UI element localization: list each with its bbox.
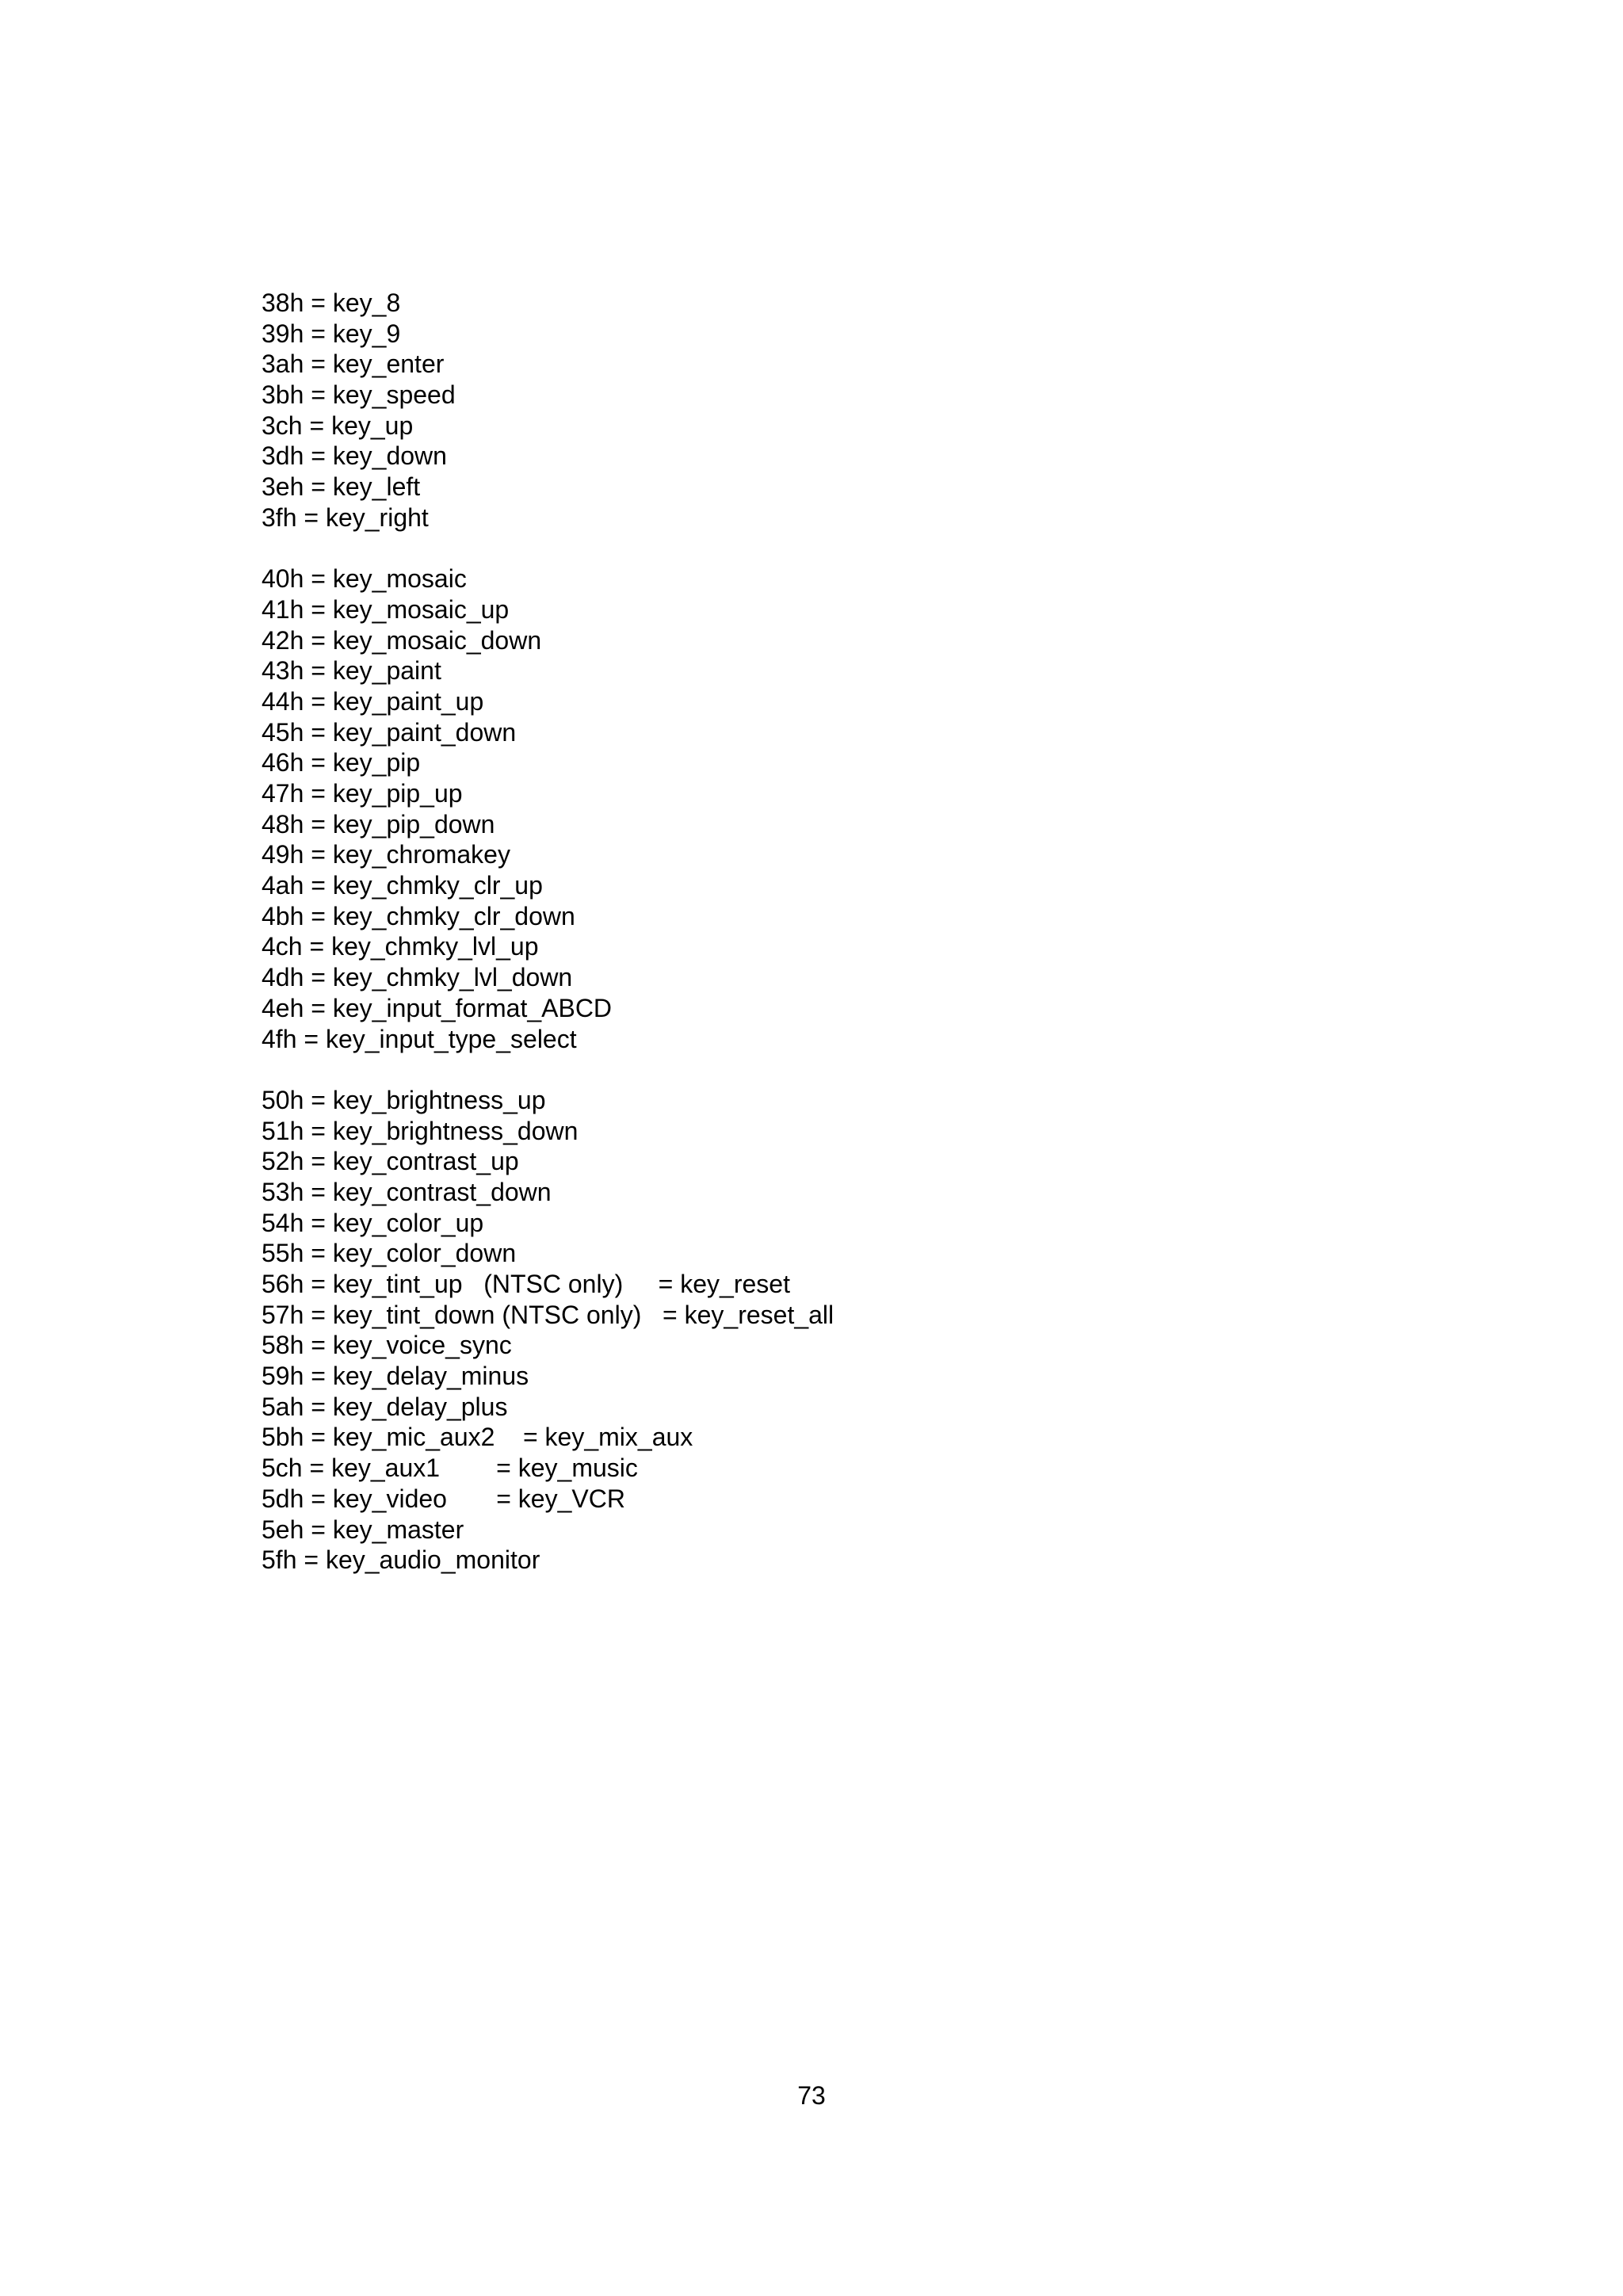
key-code-line: 57h = key_tint_down (NTSC only) = key_reset_all	[262, 1300, 834, 1329]
key-code-line: 5ch = key_aux1 = key_music	[262, 1454, 638, 1483]
key-code-line: 4fh = key_input_type_select	[262, 1024, 577, 1053]
key-code-line: 3ah = key_enter	[262, 350, 445, 379]
key-code-line: 52h = key_contrast_up	[262, 1147, 519, 1176]
key-code-line: 53h = key_contrast_down	[262, 1177, 552, 1206]
key-code-line: 51h = key_brightness_down	[262, 1116, 579, 1145]
key-code-line: 5dh = key_video = key_VCR	[262, 1484, 625, 1513]
key-code-line: 48h = key_pip_down	[262, 809, 495, 839]
key-code-line: 46h = key_pip	[262, 748, 421, 777]
key-code-list	[262, 288, 1450, 1576]
key-code-line: 44h = key_paint_up	[262, 686, 484, 716]
page-number: 73	[797, 2081, 826, 2110]
key-code-line: 58h = key_voice_sync	[262, 1331, 512, 1360]
key-code-line: 40h = key_mosaic	[262, 564, 467, 594]
key-code-line: 54h = key_color_up	[262, 1208, 484, 1237]
key-code-line: 4ch = key_chmky_lvl_up	[262, 932, 539, 961]
key-code-line: 56h = key_tint_up (NTSC only) = key_reset	[262, 1270, 790, 1298]
key-code-line: 41h = key_mosaic_up	[262, 594, 510, 624]
key-code-group-50-5f	[262, 1085, 1450, 1576]
key-code-group-38-3f	[262, 288, 1450, 533]
key-code-line: 4eh = key_input_format_ABCD	[262, 993, 613, 1022]
key-code-line: 3bh = key_speed	[262, 380, 456, 410]
key-code-line: 3eh = key_left	[262, 472, 421, 502]
key-code-line: 55h = key_color_down	[262, 1239, 517, 1268]
key-code-line: 4dh = key_chmky_lvl_down	[262, 963, 573, 992]
key-code-line: 4bh = key_chmky_clr_down	[262, 901, 575, 930]
key-code-line: 49h = key_chromakey	[262, 840, 510, 869]
key-code-line: 5ah = key_delay_plus	[262, 1392, 508, 1421]
key-code-line: 59h = key_delay_minus	[262, 1362, 529, 1391]
key-code-line: 50h = key_brightness_up	[262, 1085, 546, 1114]
key-code-line: 4ah = key_chmky_clr_up	[262, 871, 543, 900]
key-code-line: 3dh = key_down	[262, 441, 447, 471]
key-code-line: 5fh = key_audio_monitor	[262, 1545, 540, 1575]
key-code-line: 42h = key_mosaic_down	[262, 625, 542, 655]
key-code-line: 3fh = key_right	[262, 502, 429, 532]
key-code-line: 3ch = key_up	[262, 411, 414, 440]
key-code-line: 45h = key_paint_down	[262, 717, 517, 747]
key-code-line: 47h = key_pip_up	[262, 779, 463, 808]
key-code-line: 38h = key_8	[262, 288, 401, 317]
key-code-line: 43h = key_paint	[262, 656, 441, 686]
key-code-line: 5eh = key_master	[262, 1515, 464, 1544]
key-code-line: 5bh = key_mic_aux2 = key_mix_aux	[262, 1423, 693, 1452]
key-code-group-40-4f	[262, 563, 1450, 1054]
key-code-line: 39h = key_9	[262, 319, 401, 348]
